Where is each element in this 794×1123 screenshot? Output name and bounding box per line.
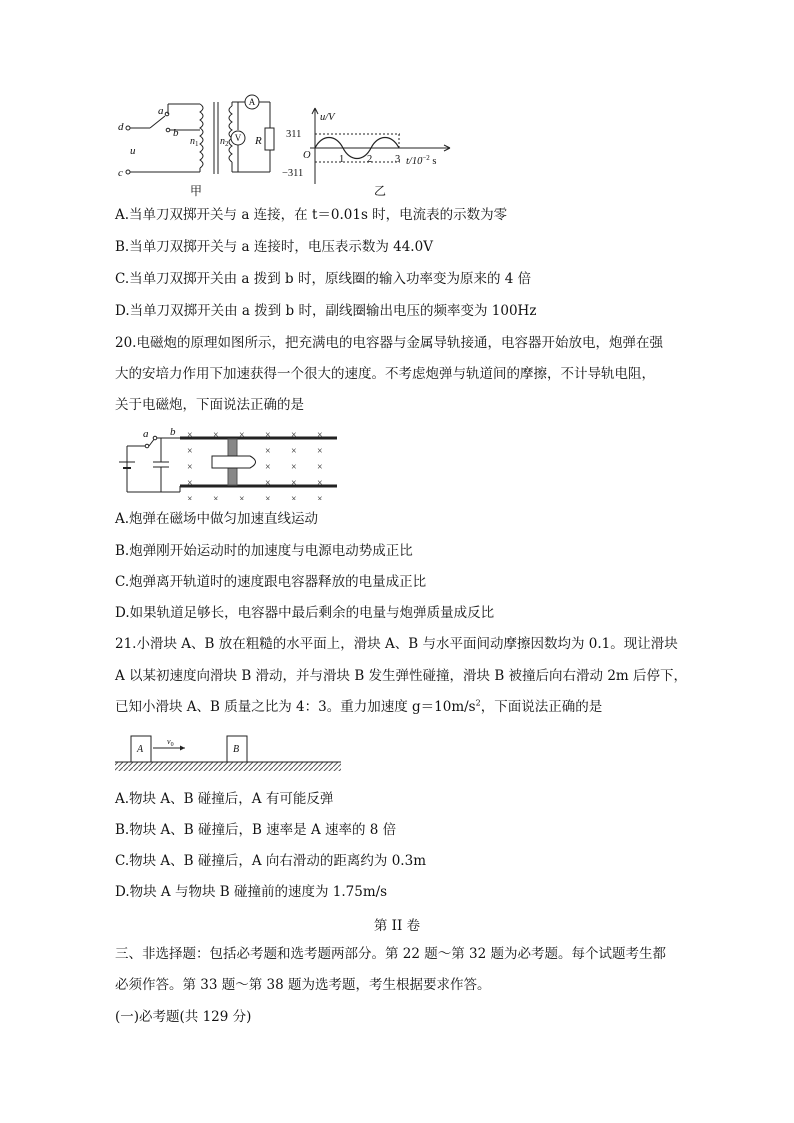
section-title: 第 II 卷 bbox=[373, 918, 421, 934]
label-R: R bbox=[255, 135, 262, 147]
q19-option-d: D.当单刀双掷开关由 a 拨到 b 时，副线圈输出电压的频率变为 100Hz bbox=[115, 303, 537, 319]
q20-stem-3: 关于电磁炮，下面说法正确的是 bbox=[115, 397, 304, 413]
graph-origin: O bbox=[303, 150, 311, 161]
q21-option-a: A.物块 A、B 碰撞后，A 有可能反弹 bbox=[115, 791, 334, 807]
railgun-figure bbox=[115, 426, 340, 500]
label-c: c bbox=[118, 167, 123, 179]
field-cross: × bbox=[265, 430, 271, 441]
graph-tick-1: 1 bbox=[339, 154, 345, 165]
railgun-label-a: a bbox=[143, 428, 149, 440]
field-cross: × bbox=[291, 446, 297, 457]
q20-option-c: C.炮弹离开轨道时的速度跟电容器释放的电量成正比 bbox=[115, 574, 427, 590]
field-cross: × bbox=[213, 494, 219, 500]
field-cross: × bbox=[291, 430, 297, 441]
q21-stem-1: 21.小滑块 A、B 放在粗糙的水平面上，滑块 A、B 与水平面间动摩擦因数均为 0.1。现让滑块 bbox=[115, 636, 678, 652]
field-cross: × bbox=[265, 494, 271, 500]
q20-option-d: D.如果轨道足够长，电容器中最后剩余的电量与炮弹质量成反比 bbox=[115, 605, 495, 621]
q21-option-b: B.物块 A、B 碰撞后，B 速率是 A 速率的 8 倍 bbox=[115, 822, 397, 838]
graph-xlabel: $t/10^{-2}$ s bbox=[406, 154, 437, 167]
blocks-figure bbox=[113, 732, 345, 774]
caption-jia: 甲 bbox=[190, 184, 203, 198]
field-cross: × bbox=[187, 446, 193, 457]
block-a-label: A bbox=[137, 744, 144, 755]
velocity-label: $v_0$ bbox=[167, 737, 174, 748]
field-cross: × bbox=[317, 478, 323, 489]
section-intro-1: 三、非选择题：包括必考题和选考题两部分。第 22 题～第 32 题为必考题。每个试题考生都 bbox=[115, 946, 667, 962]
section-intro-2: 必须作答。第 33 题～第 38 题为选考题，考生根据要求作答。 bbox=[115, 977, 491, 993]
q21-stem-3: 已知小滑块 A、B 质量之比为 4：3。重力加速度 $g=10m/s^2$，下面说法正确的是 bbox=[115, 698, 603, 715]
field-cross: × bbox=[291, 478, 297, 489]
label-n1: $n_1$ bbox=[190, 136, 199, 148]
field-cross: × bbox=[187, 494, 193, 500]
field-cross: × bbox=[187, 478, 193, 489]
q19-option-a: A.当单刀双掷开关与 a 连接，在 t＝0.01s 时，电流表的示数为零 bbox=[115, 207, 508, 223]
q20-stem-2: 大的安培力作用下加速获得一个很大的速度。不考虑炮弹与轨道间的摩擦，不计导轨电阻， bbox=[115, 366, 655, 382]
q20-stem-1: 20.电磁炮的原理如图所示，把充满电的电容器与金属导轨接通，电容器开始放电，炮弹在强 bbox=[115, 335, 663, 351]
q21-option-c: C.物块 A、B 碰撞后，A 向右滑动的距离约为 0.3m bbox=[115, 853, 426, 869]
field-cross: × bbox=[291, 462, 297, 473]
ammeter-label: A bbox=[248, 97, 256, 107]
q21-option-d: D.物块 A 与物块 B 碰撞前的速度为 1.75m/s bbox=[115, 884, 388, 900]
label-b: b bbox=[173, 127, 179, 139]
field-cross: × bbox=[187, 462, 193, 473]
graph-ylabel: u/V bbox=[320, 112, 335, 123]
label-d: d bbox=[118, 121, 124, 133]
field-cross: × bbox=[317, 462, 323, 473]
section-sub: (一)必考题(共 129 分) bbox=[115, 1009, 252, 1025]
field-cross: × bbox=[239, 494, 245, 500]
q20-option-a: A.炮弹在磁场中做匀加速直线运动 bbox=[115, 511, 319, 527]
q20-option-b: B.炮弹刚开始运动时的加速度与电源电动势成正比 bbox=[115, 543, 413, 559]
field-cross: × bbox=[291, 494, 297, 500]
label-u: u bbox=[130, 145, 136, 157]
transformer-figure bbox=[110, 92, 480, 200]
field-cross: × bbox=[317, 430, 323, 441]
q19-option-b: B.当单刀双掷开关与 a 连接时，电压表示数为 44.0V bbox=[115, 239, 433, 255]
block-b-label: B bbox=[233, 744, 240, 755]
caption-yi: 乙 bbox=[374, 184, 387, 198]
q19-option-c: C.当单刀双掷开关由 a 拨到 b 时，原线圈的输入功率变为原来的 4 倍 bbox=[115, 271, 532, 287]
q21-stem-2: A 以某初速度向滑块 B 滑动，并与滑块 B 发生弹性碰撞，滑块 B 被撞后向右滑动 2m 后停下， bbox=[115, 668, 688, 684]
field-cross: × bbox=[265, 462, 271, 473]
graph-tick-3: 3 bbox=[395, 154, 401, 165]
field-cross: × bbox=[187, 430, 193, 441]
railgun-label-b: b bbox=[170, 426, 176, 438]
graph-ymax: 311 bbox=[286, 129, 302, 140]
field-cross: × bbox=[317, 494, 323, 500]
field-cross: × bbox=[213, 430, 219, 441]
label-n2: $n_2$ bbox=[220, 136, 229, 148]
voltmeter-label: V bbox=[234, 133, 242, 143]
graph-ymin: −311 bbox=[282, 168, 304, 179]
field-cross: × bbox=[239, 430, 245, 441]
field-cross: × bbox=[317, 446, 323, 457]
graph-tick-2: 2 bbox=[367, 154, 373, 165]
label-a: a bbox=[158, 105, 164, 117]
field-cross: × bbox=[265, 446, 271, 457]
field-cross: × bbox=[265, 478, 271, 489]
